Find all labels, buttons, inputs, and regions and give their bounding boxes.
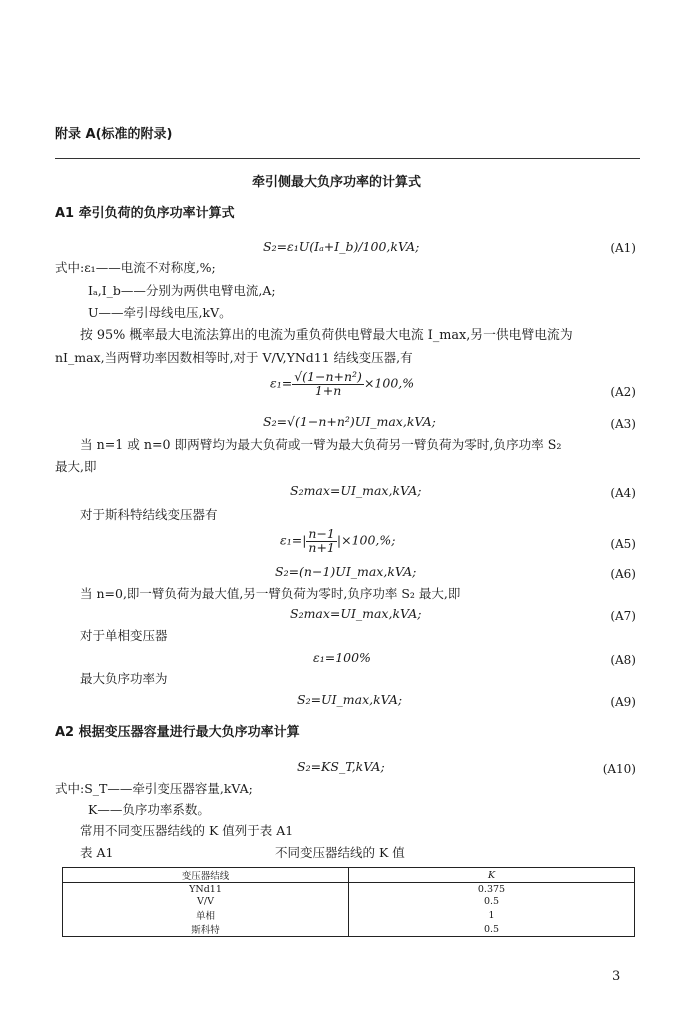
equation-number-a7: (A7): [610, 609, 636, 623]
paragraph-7: 常用不同变压器结线的 K 值列于表 A1: [80, 823, 294, 838]
equation-a5-lhs: ε₁=|: [280, 532, 307, 548]
equation-a7: S₂max=UI_max,kVA;: [290, 606, 422, 621]
table-row: [63, 922, 635, 937]
equation-number-a2: (A2): [610, 385, 636, 399]
equation-a4: S₂max=UI_max,kVA;: [290, 483, 422, 498]
table-cell: V/V: [63, 896, 349, 909]
equation-number-a3: (A3): [610, 417, 636, 431]
equation-a5: [280, 528, 396, 554]
paragraph-6: 最大负序功率为: [80, 671, 168, 686]
equation-a8: ε₁=100%: [313, 650, 371, 665]
paragraph-2-line-1: 当 n=1 或 n=0 即两臂均为最大负荷或一臂为最大负荷另一臂负荷为零时,负序功率 S₂: [80, 437, 562, 452]
equation-a2-denominator: 1+n: [314, 382, 342, 398]
where-line-1: 式中:ε₁——电流不对称度,%;: [55, 260, 216, 275]
table-row: [63, 896, 635, 909]
paragraph-1-line-1: 按 95% 概率最大电流法算出的电流为重负荷供电臂最大电流 I_max,另一供电臂电流为: [80, 328, 573, 343]
table-row: [63, 908, 635, 922]
table-cell: 单相: [63, 908, 349, 922]
equation-number-a6: (A6): [610, 567, 636, 581]
equation-a2-fraction: [292, 371, 364, 397]
where-line-3: U——牵引母线电压,kV。: [88, 305, 232, 320]
section-a1-heading: A1 牵引负荷的负序功率计算式: [55, 206, 235, 221]
where-line-2: Iₐ,I_b——分别为两供电臂电流,A;: [88, 283, 276, 298]
equation-a9: S₂=UI_max,kVA;: [297, 692, 403, 707]
table-cell: 0.5: [349, 896, 635, 909]
equation-a5-numerator: n−1: [308, 526, 335, 541]
equation-a2-lhs: ε₁=: [270, 375, 293, 391]
paragraph-4: 当 n=0,即一臂负荷为最大值,另一臂负荷为零时,负序功率 S₂ 最大,即: [80, 586, 461, 601]
equation-a5-fraction: [306, 528, 336, 554]
equation-a2: [270, 371, 414, 397]
table-header-cell: 变压器结线: [63, 868, 349, 883]
paragraph-3: 对于斯科特结线变压器有: [80, 507, 218, 522]
equation-number-a8: (A8): [610, 653, 636, 667]
equation-number-a1: (A1): [610, 241, 636, 255]
where-line-4: 式中:S_T——牵引变压器容量,kVA;: [55, 781, 253, 796]
table-header-row: [63, 868, 635, 883]
section-a2-heading: A2 根据变压器容量进行最大负序功率计算: [55, 725, 300, 740]
table-cell: 1: [349, 908, 635, 922]
page-number: 3: [612, 969, 621, 984]
equation-number-a9: (A9): [610, 695, 636, 709]
equation-number-a5: (A5): [610, 537, 636, 551]
table-label: 表 A1: [80, 845, 114, 860]
table-row: [63, 883, 635, 896]
paragraph-2-line-2: 最大,即: [55, 459, 97, 474]
equation-a5-rhs: |×100,%;: [336, 532, 396, 548]
equation-a3: S₂=√(1−n+n²)UI_max,kVA;: [263, 414, 436, 429]
paragraph-5: 对于单相变压器: [80, 628, 168, 643]
equation-number-a10: (A10): [602, 762, 636, 776]
table-cell: YNd11: [63, 883, 349, 896]
table-caption: 不同变压器结线的 K 值: [275, 845, 405, 860]
table-cell: 0.5: [349, 922, 635, 937]
table-cell: 0.375: [349, 883, 635, 896]
header-rule: [55, 158, 640, 159]
equation-a2-rhs: ×100,%: [363, 375, 415, 391]
equation-number-a4: (A4): [610, 486, 636, 500]
equation-a10: S₂=KS_T,kVA;: [297, 759, 385, 774]
equation-a2-numerator: √(1−n+n²): [294, 369, 362, 384]
main-title: 牵引侧最大负序功率的计算式: [252, 175, 422, 190]
k-value-table: [62, 867, 635, 937]
equation-a6: S₂=(n−1)UI_max,kVA;: [275, 564, 417, 579]
paragraph-1-line-2: nI_max,当两臂功率因数相等时,对于 V/V,YNd11 结线变压器,有: [55, 350, 413, 365]
equation-a1: S₂=ε₁U(Iₐ+I_b)/100,kVA;: [263, 239, 420, 254]
appendix-title: 附录 A(标准的附录): [55, 127, 173, 142]
where-line-5: K——负序功率系数。: [88, 802, 210, 817]
equation-a5-denominator: n+1: [308, 539, 335, 555]
table-cell: 斯科特: [63, 922, 349, 937]
table-header-cell: K: [349, 868, 635, 883]
